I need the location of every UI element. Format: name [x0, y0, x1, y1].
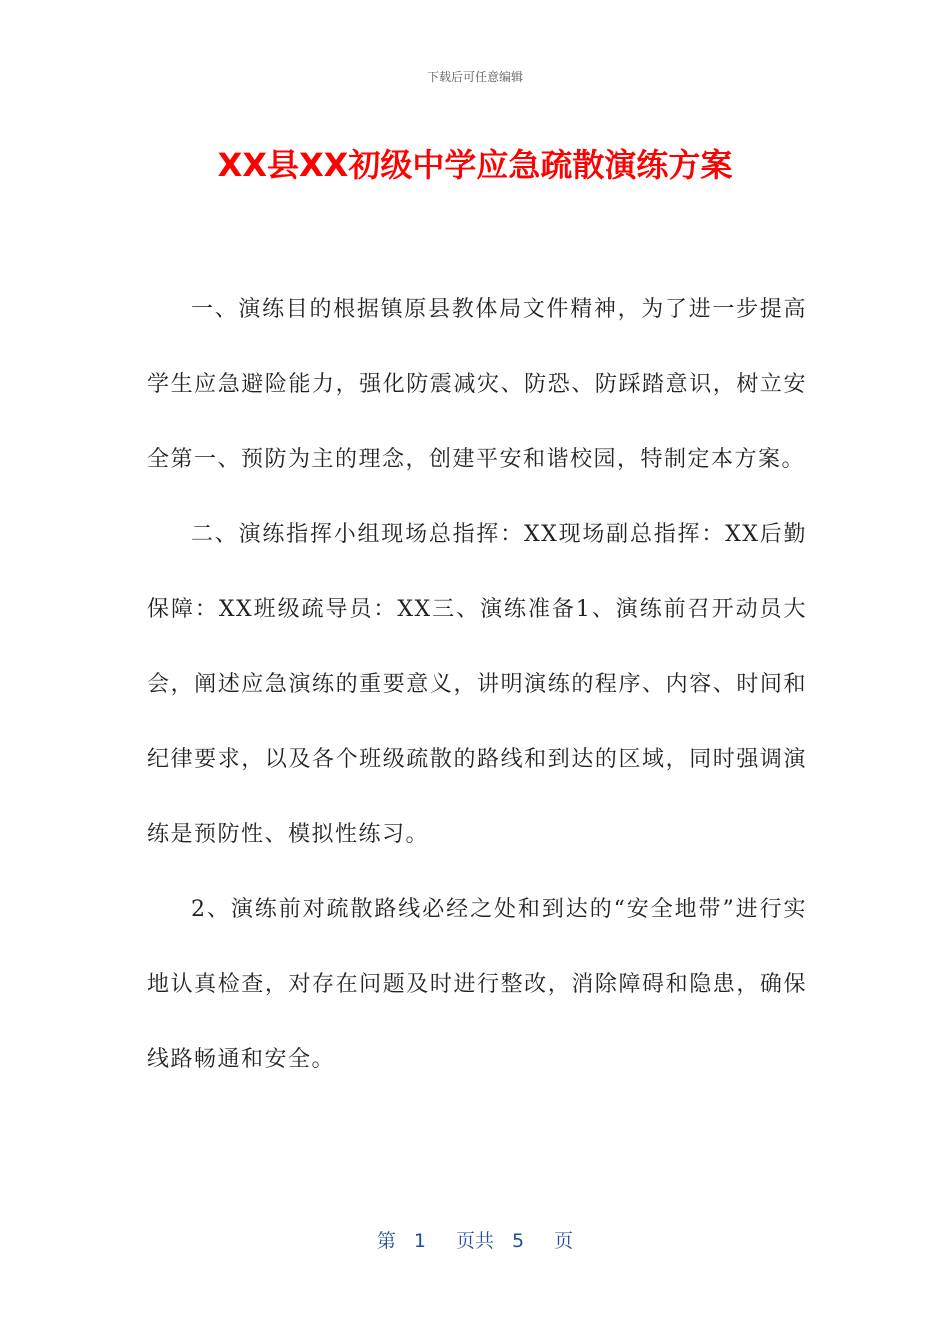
document-title: XX县XX初级中学应急疏散演练方案 — [217, 146, 733, 184]
footer-page-suffix: 页 — [554, 1230, 574, 1252]
header-note: 下载后可任意编辑 — [426, 70, 523, 84]
footer-page-prefix: 第 — [376, 1230, 396, 1252]
page-footer — [0, 1226, 950, 1253]
paragraph-purpose: 一、演练目的根据镇原县教体局文件精神，为了进一步提高学生应急避险能力，强化防震减灾、防恐、防踩踏意识，树立安全第一、预防为主的理念，创建平安和谐校园，特制定本方案。 — [147, 297, 807, 472]
paragraph-command-group: 二、演练指挥小组现场总指挥：XX现场副总指挥：XX后勤保障：XX班级疏导员：XX三、演练准备1、演练前召开动员大会，阐述应急演练的重要意义，讲明演练的程序、内容、时间和纪律要求，以及各个班级疏散的路线和到达的区域，同时强调演练是预防性、模拟性练习。 — [147, 522, 807, 847]
paragraph-route-check: 2、演练前对疏散路线必经之处和到达的“安全地带”进行实地认真检查，对存在问题及时进行整改，消除障碍和隐患，确保线路畅通和安全。 — [147, 897, 807, 1072]
footer-page-total: 5 — [512, 1230, 525, 1252]
document-body — [147, 272, 807, 1097]
footer-page-middle: 页共 — [455, 1230, 494, 1252]
footer-page-number: 1 — [413, 1230, 426, 1252]
